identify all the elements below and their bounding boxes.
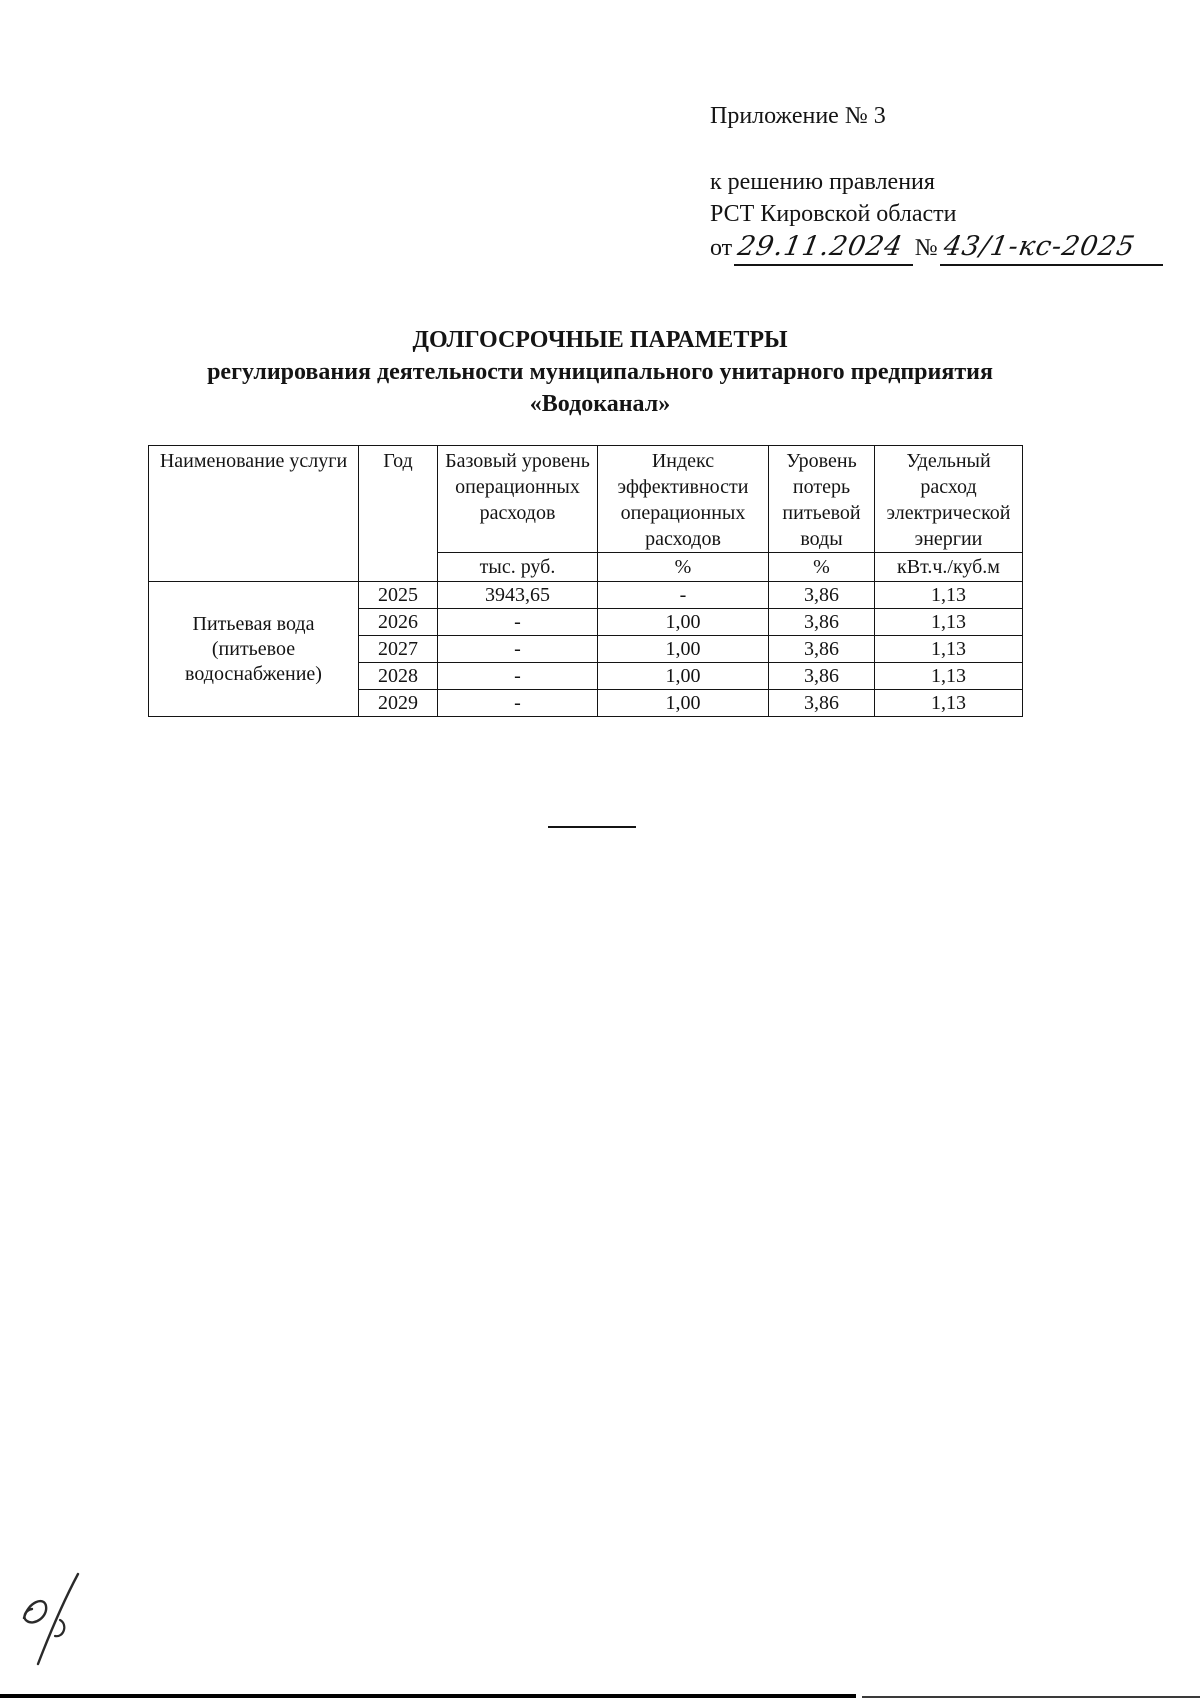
cell-energy: 1,13 [875,663,1023,690]
parameters-table [148,445,1023,717]
unit-energy: кВт.ч./куб.м [875,553,1023,582]
title-line-2: регулирования деятельности муниципального унитарного предприятия [207,359,993,385]
cell-energy: 1,13 [875,690,1023,717]
cell-year: 2026 [359,609,438,636]
cell-year: 2028 [359,663,438,690]
title-line-1: ДОЛГОСРОЧНЫЕ ПАРАМЕТРЫ [412,327,788,353]
footnote-separator [548,826,636,828]
cell-efficiency: 1,00 [598,663,769,690]
cell-base-opex: - [438,663,598,690]
col-header-year: Год [359,446,438,582]
signature-icon [8,1560,108,1680]
cell-year: 2029 [359,690,438,717]
cell-loss: 3,86 [769,690,875,717]
col-header-energy: Удельный расход электрической энергии [875,446,1023,553]
col-header-service: Наименование услуги [149,446,359,582]
table-row [149,582,1023,609]
organization-line: РСТ Кировской области [710,201,957,227]
col-header-loss-level: Уровень потерь питьевой воды [769,446,875,553]
cell-efficiency: 1,00 [598,609,769,636]
handwritten-number: 43/1-кс-2025 [941,231,1138,262]
unit-base-opex: тыс. руб. [438,553,598,582]
cell-loss: 3,86 [769,663,875,690]
cell-year: 2027 [359,636,438,663]
cell-loss: 3,86 [769,636,875,663]
cell-efficiency: - [598,582,769,609]
cell-base-opex: 3943,65 [438,582,598,609]
cell-year: 2025 [359,582,438,609]
number-sign: № [914,235,938,261]
col-header-base-opex: Базовый уровень операционных расходов [438,446,598,553]
handwritten-date: 29.11.2024 [735,231,906,262]
date-number-line [710,231,1165,266]
decision-line: к решению правления [710,169,935,195]
cell-efficiency: 1,00 [598,690,769,717]
signature-mark [8,1560,108,1685]
unit-efficiency-index: % [598,553,769,582]
col-header-efficiency-index: Индекс эффективности операционных расходов [598,446,769,553]
cell-energy: 1,13 [875,609,1023,636]
cell-loss: 3,86 [769,609,875,636]
header-row [149,446,1023,553]
cell-service-name: Питьевая вода (питьевое водоснабжение) [149,582,359,717]
title-line-3: «Водоканал» [529,391,671,417]
from-label: от [710,235,733,261]
page-bottom-edge [0,1694,856,1698]
cell-base-opex: - [438,690,598,717]
cell-loss: 3,86 [769,582,875,609]
appendix-label: Приложение № 3 [710,103,886,129]
cell-base-opex: - [438,636,598,663]
cell-energy: 1,13 [875,636,1023,663]
cell-energy: 1,13 [875,582,1023,609]
reference-block [710,100,1165,266]
document-title [0,324,1200,420]
cell-base-opex: - [438,609,598,636]
cell-efficiency: 1,00 [598,636,769,663]
unit-loss-level: % [769,553,875,582]
